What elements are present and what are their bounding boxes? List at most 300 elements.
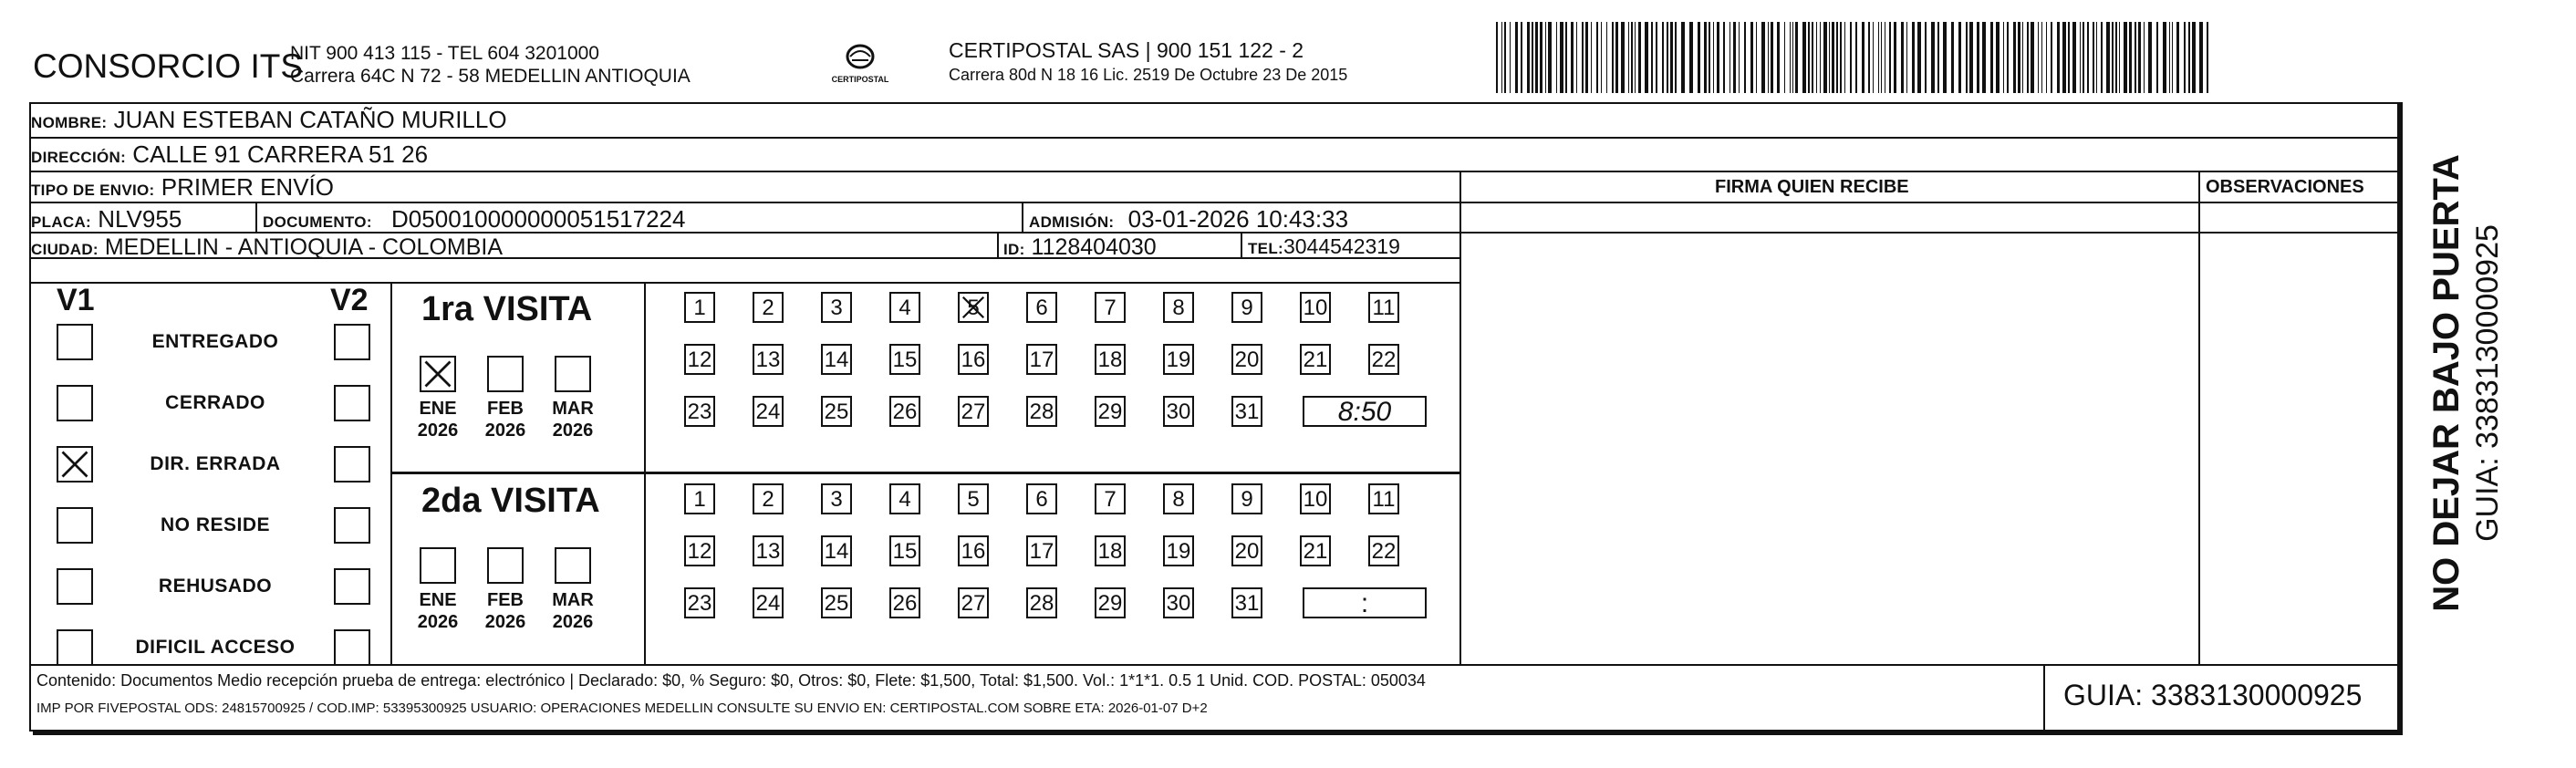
barcode-bar [2199,22,2203,93]
ciudad-label: CIUDAD: [31,241,99,258]
placa-label: PLACA: [31,213,92,231]
barcode-bar [1777,22,1780,93]
day-number: 30 [1166,400,1191,424]
month-checkbox[interactable] [555,547,591,584]
id-cell [1003,234,1157,261]
observaciones-header: OBSERVACIONES [2206,177,2364,197]
day-number: 3 [830,487,843,512]
barcode [1496,22,2217,93]
barcode-bar [2112,22,2114,93]
day-box[interactable] [889,587,920,618]
barcode-bar [1733,22,1736,93]
day-number: 19 [1166,348,1191,372]
day-box[interactable] [958,535,989,566]
day-check-mark [960,294,987,321]
barcode-bar [1515,22,1518,93]
status-label: NO RESIDE [160,514,271,535]
ciudad-value: MEDELLIN - ANTIOQUIA - COLOMBIA [104,234,504,260]
barcode-bar [1532,22,1533,93]
day-box[interactable] [684,535,715,566]
barcode-bar [1496,22,1498,93]
day-box[interactable] [1231,292,1262,323]
barcode-bar [1750,22,1753,93]
day-number: 19 [1166,539,1191,564]
barcode-bar [1868,22,1870,93]
barcode-bar [1996,22,2000,93]
barcode-bar [1571,22,1574,93]
barcode-bar [1889,22,1891,93]
status-label: REHUSADO [158,576,273,597]
nombre-row [31,106,1459,135]
status-label: CERRADO [165,392,265,413]
day-box[interactable] [821,483,852,514]
barcode-bar [2124,22,2127,93]
tipo-value: PRIMER ENVÍO [161,173,334,201]
barcode-bar [1836,22,1838,93]
day-box[interactable] [684,396,715,427]
day-number: 8 [1172,487,1185,512]
barcode-bar [2031,22,2034,93]
day-number: 17 [1029,539,1054,564]
barcode-bar [2087,22,2089,93]
barcode-bar [1717,22,1719,93]
firma-header: FIRMA QUIEN RECIBE [1715,177,1909,197]
barcode-bar [1850,22,1852,93]
barcode-bar [1681,22,1685,93]
v2-checkbox[interactable] [334,507,370,544]
barcode-bar [2022,22,2023,93]
admision-value: 03-01-2026 10:43:33 [1127,205,1349,233]
day-number: 14 [824,348,849,372]
day-box[interactable] [684,292,715,323]
day-box[interactable] [958,483,989,514]
barcode-bar [1662,22,1664,93]
day-box[interactable] [753,587,784,618]
barcode-bar [2093,22,2094,93]
day-box[interactable] [1095,292,1126,323]
month-label: ENE [419,399,457,419]
company-nit: NIT 900 413 115 - TEL 604 3201000 [290,43,599,64]
barcode-bar [1631,22,1633,93]
v1-checkbox[interactable] [57,385,93,421]
day-box[interactable] [1163,587,1194,618]
day-box[interactable] [753,292,784,323]
side-guia: GUIA: 3383130000925 [2470,224,2505,542]
barcode-bar [1756,22,1757,93]
day-box[interactable] [1026,344,1057,375]
month-year: 2026 [552,420,594,441]
v1-checkbox[interactable] [57,568,93,605]
visit-title: 1ra VISITA [421,290,593,328]
barcode-bar [1802,22,1806,93]
barcode-bar [1795,22,1798,93]
day-box[interactable] [889,344,920,375]
day-number: 18 [1097,348,1123,372]
day-number: 31 [1234,591,1260,616]
barcode-bar [2169,22,2170,93]
day-box[interactable] [753,483,784,514]
barcode-bar [1906,22,1907,93]
day-number: 12 [687,348,712,372]
day-box[interactable] [1163,396,1194,427]
barcode-bar [1645,22,1648,93]
barcode-bar [1808,22,1810,93]
barcode-bar [1931,22,1935,93]
barcode-bar [1670,22,1673,93]
day-number: 7 [1104,487,1117,512]
day-number: 9 [1241,487,1253,512]
barcode-bar [1501,22,1502,93]
barcode-bar [2018,22,2020,93]
month-label: MAR [552,590,594,610]
barcode-bar [1937,22,1939,93]
tipo-row [31,173,1459,202]
day-number: 9 [1241,296,1253,320]
barcode-bar [2135,22,2136,93]
month-checkbox[interactable] [487,547,524,584]
day-box[interactable] [1095,483,1126,514]
barcode-bar [1628,22,1629,93]
day-number: 28 [1029,591,1054,616]
day-box[interactable] [1026,587,1057,618]
day-box[interactable] [821,587,852,618]
barcode-bar [2106,22,2110,93]
barcode-bar [1969,22,1973,93]
month-label: FEB [487,399,524,419]
barcode-bar [1951,22,1954,93]
day-number: 28 [1029,400,1054,424]
day-number: 13 [755,539,781,564]
day-number: 2 [762,487,774,512]
day-box[interactable] [684,483,715,514]
day-number: 4 [898,296,911,320]
footer-guia: GUIA: 3383130000925 [2063,679,2363,711]
day-box[interactable] [889,483,920,514]
day-number: 27 [961,400,986,424]
id-label: ID: [1003,241,1025,258]
barcode-bar [1878,22,1879,93]
day-number: 2 [762,296,774,320]
day-number: 23 [687,400,712,424]
day-box[interactable] [1368,483,1399,514]
day-number: 16 [961,539,986,564]
day-number: 13 [755,348,781,372]
direccion-value: CALLE 91 CARRERA 51 26 [132,140,429,168]
barcode-bar [2080,22,2081,93]
barcode-bar [1504,22,1506,93]
day-box[interactable] [1163,344,1194,375]
barcode-bar [2072,22,2076,93]
barcode-bar [2096,22,2097,93]
month-label: ENE [419,590,457,610]
logo-text: CERTIPOSTAL [831,75,889,84]
barcode-bar [1925,22,1927,93]
footer-imp: IMP POR FIVEPOSTAL ODS: 24815700925 / COD.IMP: 53395300925 USUARIO: OPERACIONES MEDELLIN CONSULTE SU ENVIO EN: CERTIPOSTAL.COM SOBRE ETA: 2026-01-07 D+2 [36,701,1208,716]
month-checkbox[interactable] [420,547,456,584]
barcode-bar [1873,22,1874,93]
day-number: 23 [687,591,712,616]
month-year: 2026 [484,420,526,441]
day-number: 24 [755,400,781,424]
barcode-bar [1612,22,1614,93]
day-box[interactable] [1368,535,1399,566]
day-box[interactable] [753,396,784,427]
v1-checkbox[interactable] [57,507,93,544]
day-number: 29 [1097,400,1123,424]
month-year: 2026 [417,612,459,632]
month-checkbox[interactable] [487,356,524,392]
nombre-label: NOMBRE: [31,114,108,131]
day-box[interactable] [821,535,852,566]
barcode-bar [1556,22,1557,93]
barcode-bar [1832,22,1834,93]
day-box[interactable] [1095,587,1126,618]
day-box[interactable] [1231,396,1262,427]
day-number: 31 [1234,400,1260,424]
tel-value: 3044542319 [1283,234,1400,258]
barcode-bar [2192,22,2196,93]
carrier-address: Carrera 80d N 18 16 Lic. 2519 De Octubre 23 De 2015 [949,66,1348,84]
company-name: CONSORCIO ITS [33,47,304,85]
v2-checkbox[interactable] [334,385,370,421]
barcode-bar [1812,22,1813,93]
barcode-bar [1792,22,1793,93]
barcode-bar [2003,22,2004,93]
month-checkbox[interactable] [420,356,456,392]
barcode-bar [1591,22,1592,93]
day-box[interactable] [1163,292,1194,323]
day-box[interactable] [1095,396,1126,427]
day-box[interactable] [1368,344,1399,375]
v2-checkbox[interactable] [334,629,370,666]
barcode-bar [2083,22,2084,93]
admision-label: ADMISIÓN: [1029,213,1115,231]
day-box[interactable] [1231,344,1262,375]
day-number: 22 [1371,539,1397,564]
day-box[interactable] [889,292,920,323]
barcode-bar [2188,22,2190,93]
day-box[interactable] [889,535,920,566]
day-box[interactable] [821,344,852,375]
day-box[interactable] [889,396,920,427]
day-box[interactable] [1095,344,1126,375]
day-number: 29 [1097,591,1123,616]
barcode-bar [2062,22,2066,93]
barcode-bar [1855,22,1857,93]
day-box[interactable] [1026,396,1057,427]
v2-checkbox[interactable] [334,568,370,605]
day-box[interactable] [684,587,715,618]
v2-header: V2 [330,283,369,317]
barcode-bar [2172,22,2173,93]
day-box[interactable] [1300,483,1331,514]
company-address: Carrera 64C N 72 - 58 MEDELLIN ANTIOQUIA [290,66,691,87]
barcode-bar [1768,22,1769,93]
nombre-value: JUAN ESTEBAN CATAÑO MURILLO [113,106,507,133]
day-number: 8 [1172,296,1185,320]
day-number: 14 [824,539,849,564]
tel-cell [1248,234,1400,259]
month-year: 2026 [417,420,459,441]
id-value: 1128404030 [1031,234,1157,260]
day-number: 5 [967,487,980,512]
barcode-bar [1510,22,1511,93]
barcode-bar [1651,22,1653,93]
barcode-bar [1829,22,1830,93]
day-number: 4 [898,487,911,512]
barcode-bar [2144,22,2145,93]
barcode-bar [1894,22,1896,93]
barcode-bar [1527,22,1530,93]
barcode-bar [2038,22,2039,93]
barcode-bar [2115,22,2117,93]
visit-title: 2da VISITA [421,482,600,520]
barcode-bar [1943,22,1947,93]
day-number: 5 [967,296,980,320]
day-number: 12 [687,539,712,564]
barcode-bar [1606,22,1607,93]
day-box[interactable] [958,292,989,323]
barcode-bar [1545,22,1546,93]
barcode-bar [1601,22,1602,93]
day-box[interactable] [1231,483,1262,514]
certipostal-logo [828,36,892,100]
tipo-label: TIPO DE ENVIO: [31,182,155,199]
barcode-bar [1820,22,1821,93]
barcode-bar [1881,22,1882,93]
time-box[interactable]: : [1303,587,1427,618]
day-box[interactable] [958,396,989,427]
time-box[interactable]: 8:50 [1303,396,1427,427]
day-box[interactable] [958,587,989,618]
day-box[interactable] [1231,535,1262,566]
month-label: MAR [552,399,594,419]
day-box[interactable] [1026,292,1057,323]
day-number: 25 [824,400,849,424]
day-box[interactable] [1163,483,1194,514]
barcode-bar [1771,22,1773,93]
day-box[interactable] [684,344,715,375]
barcode-bar [1823,22,1827,93]
v2-checkbox[interactable] [334,324,370,360]
no-dejar-warning: NO DEJAR BAJO PUERTA [2426,154,2467,612]
direccion-row [31,140,1459,170]
day-box[interactable] [1300,292,1331,323]
barcode-bar [1635,22,1636,93]
v2-checkbox[interactable] [334,446,370,483]
tel-label: TEL: [1248,240,1283,257]
day-box[interactable] [821,396,852,427]
barcode-bar [1582,22,1584,93]
day-number: 20 [1234,348,1260,372]
day-number: 17 [1029,348,1054,372]
day-box[interactable] [753,344,784,375]
day-number: 6 [1035,487,1048,512]
direccion-label: DIRECCIÓN: [31,149,127,166]
barcode-bar [1729,22,1730,93]
day-number: 24 [755,591,781,616]
barcode-bar [2068,22,2070,93]
barcode-bar [2184,22,2186,93]
day-box[interactable] [1163,535,1194,566]
day-number: 18 [1097,539,1123,564]
barcode-bar [2041,22,2042,93]
day-number: 11 [1372,296,1396,320]
v1-checkbox[interactable] [57,324,93,360]
barcode-bar [2207,22,2208,93]
day-number: 10 [1303,296,1328,320]
day-box[interactable] [1026,535,1057,566]
v1-header: V1 [57,283,95,317]
documento-value: D050010000000051517224 [391,205,686,233]
status-label: ENTREGADO [151,331,279,352]
barcode-bar [1704,22,1707,93]
month-label: FEB [487,590,524,610]
day-box[interactable] [1095,535,1126,566]
day-number: 30 [1166,591,1191,616]
month-year: 2026 [484,612,526,632]
barcode-bar [1689,22,1693,93]
barcode-bar [1698,22,1700,93]
day-number: 25 [824,591,849,616]
barcode-bar [1912,22,1915,93]
month-checkbox[interactable] [555,356,591,392]
barcode-bar [1709,22,1710,93]
admision-cell [1029,205,1348,234]
barcode-bar [2156,22,2158,93]
barcode-bar [1576,22,1577,93]
barcode-bar [1596,22,1598,93]
barcode-bar [1917,22,1921,93]
barcode-bar [1816,22,1817,93]
barcode-bar [2046,22,2047,93]
v1-checkbox[interactable] [57,446,93,483]
day-box[interactable] [1300,535,1331,566]
footer-contenido: Contenido: Documentos Medio recepción prueba de entrega: electrónico | Declarado: $0, % Seguro: $0, Otros: $0, Flete: $1,500, Total: $1,500. Vol.: 1*1*1. 0.5 1 Unid. COD. POSTAL: 050034 [36,671,1426,690]
day-box[interactable] [958,344,989,375]
day-box[interactable] [821,292,852,323]
ciudad-row [31,234,1459,264]
barcode-bar [1565,22,1567,93]
barcode-bar [1862,22,1864,93]
barcode-bar [1840,22,1842,93]
day-box[interactable] [1368,292,1399,323]
day-number: 1 [693,487,706,512]
day-number: 11 [1372,487,1396,512]
barcode-bar [2101,22,2103,93]
barcode-bar [1784,22,1785,93]
barcode-bar [1540,22,1542,93]
day-box[interactable] [753,535,784,566]
barcode-bar [1560,22,1563,93]
day-number: 26 [892,591,918,616]
day-number: 20 [1234,539,1260,564]
barcode-bar [1548,22,1552,93]
day-box[interactable] [1026,483,1057,514]
day-box[interactable] [1231,587,1262,618]
barcode-bar [2057,22,2060,93]
barcode-bar [1982,22,1986,93]
barcode-bar [2148,22,2152,93]
v1-checkbox[interactable] [57,629,93,666]
day-number: 10 [1303,487,1328,512]
barcode-bar [1638,22,1641,93]
carrier-name: CERTIPOSTAL SAS | 900 151 122 - 2 [949,38,1304,62]
documento-cell [263,205,685,234]
day-number: 6 [1035,296,1048,320]
day-box[interactable] [1300,344,1331,375]
barcode-bar [1844,22,1845,93]
